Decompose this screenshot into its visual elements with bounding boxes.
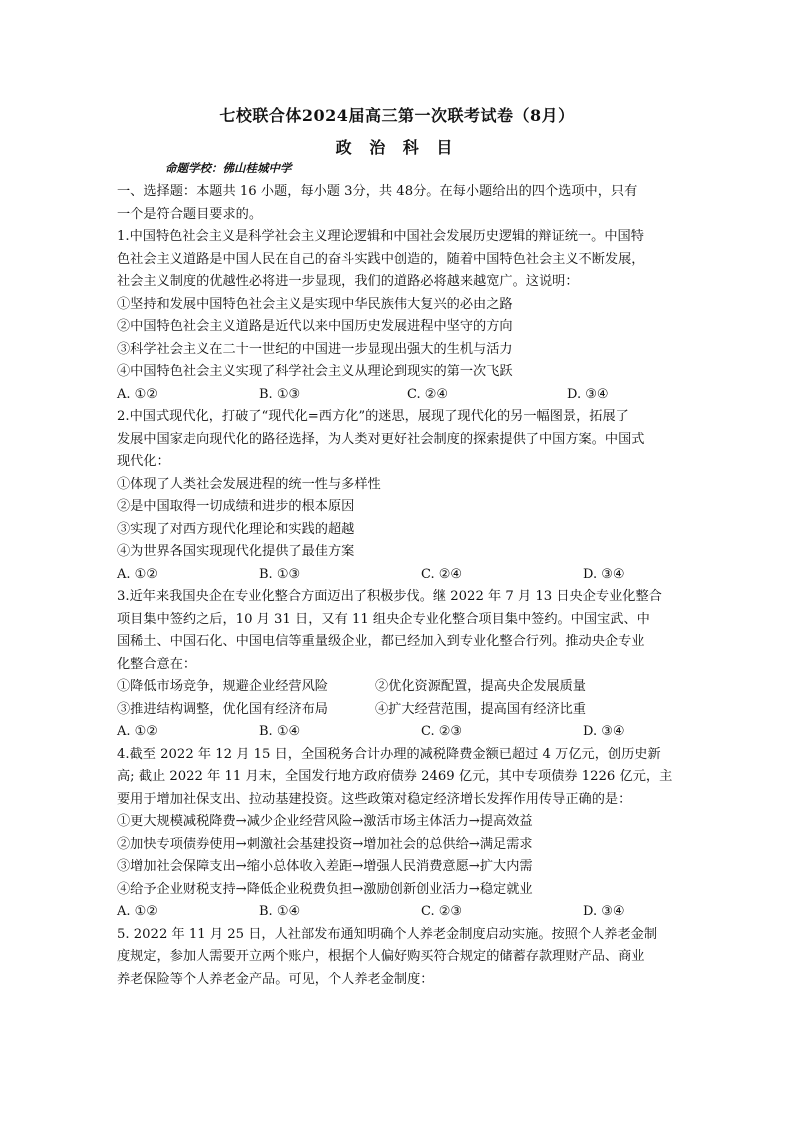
option-b: B. ①③ — [259, 386, 301, 402]
option-c: C. ②③ — [421, 724, 463, 739]
statement-row — [117, 699, 687, 722]
exam-content — [117, 181, 687, 991]
option-d: D. ③④ — [567, 386, 609, 402]
statement: ①降低市场竞争，规避企业经营风险 — [117, 679, 328, 694]
question-stem: 国稀土、中国石化、中国电信等重量级企业，都已经加入到专业化整合行列。推动央企专业 — [117, 634, 645, 649]
option-b: B. ①④ — [259, 904, 301, 919]
question-stem: 2.中国式现代化，打破了“现代化=西方化”的迷思，展现了现代化的另一幅图景，拓展了 — [117, 409, 629, 424]
option-c: C. ②④ — [407, 386, 449, 402]
question-stem: 发展中国家走向现代化的路径选择，为人类对更好社会制度的探索提供了中国方案。中国式 — [117, 431, 645, 447]
statement: ③科学社会主义在二十一世纪的中国进一步显现出强大的生机与活力 — [117, 341, 513, 357]
statement: ④给予企业财税支持→降低企业税费负担→激励创新创业活力→稳定就业 — [117, 881, 533, 897]
statement: ②加快专项债券使用→刺激社会基建投资→增加社会的总供给→满足需求 — [117, 836, 533, 852]
statement: ①体现了人类社会发展进程的统一性与多样性 — [117, 476, 381, 492]
question-4 — [117, 744, 687, 924]
question-stem: 化整合意在： — [117, 656, 197, 672]
question-stem: 色社会主义道路是中国人民在自己的奋斗实践中创造的，随着中国特色社会主义不断发展， — [117, 251, 645, 267]
question-stem: 5. 2022 年 11 月 25 日，人社部发布通知明确个人养老金制度启动实施。按照个人养老金制 — [117, 926, 658, 942]
option-a: A. ①② — [117, 566, 158, 582]
answer-options — [117, 901, 687, 924]
option-d: D. ③④ — [583, 566, 625, 582]
option-a: A. ①② — [117, 724, 158, 739]
option-d: D. ③④ — [583, 904, 625, 919]
option-c: C. ②④ — [421, 566, 463, 582]
question-stem: 3.近年来我国央企在专业化整合方面迈出了积极步伐。继 2022 年 7 月 13 日央企专业化整合 — [117, 589, 662, 604]
option-c: C. ②③ — [421, 904, 463, 919]
exam-title: 七校联合体2024届高三第一次联考试卷（8月） — [219, 106, 575, 125]
setter-school: 命题学校：佛山桂城中学 — [165, 161, 292, 175]
statement: ③推进结构调整，优化国有经济布局 — [117, 701, 328, 717]
option-b: B. ①③ — [259, 566, 301, 582]
statement: ①坚持和发展中国特色社会主义是实现中华民族伟大复兴的必由之路 — [117, 296, 513, 312]
statement: ③增加社会保障支出→缩小总体收入差距→增强人民消费意愿→扩大内需 — [117, 859, 533, 874]
question-stem: 1.中国特色社会主义是科学社会主义理论逻辑和中国社会发展历史逻辑的辩证统一。中国特 — [117, 229, 644, 244]
section-instruction: 一、选择题：本题共 16 小题，每小题 3分，共 48分。在每小题给出的四个选项中，只有 — [117, 184, 638, 199]
answer-options — [117, 721, 687, 744]
section-instruction: 一个是符合题目要求的。 — [117, 206, 263, 222]
question-stem: 社会主义制度的优越性必将进一步显现，我们的道路必将越来越宽广。这说明： — [117, 274, 579, 289]
statement: ①更大规模减税降费→减少企业经营风险→激活市场主体活力→提高效益 — [117, 814, 533, 829]
answer-options — [117, 384, 687, 407]
statement: ②优化资源配置，提高央企发展质量 — [375, 679, 586, 694]
question-stem: 度规定，参加人需要开立两个账户，根据个人偏好购买符合规定的储蓄存款理财产品、商业 — [117, 949, 645, 964]
statement: ②是中国取得一切成绩和进步的根本原因 — [117, 499, 355, 514]
question-3 — [117, 586, 687, 744]
statement: ③实现了对西方现代化理论和实践的超越 — [117, 521, 355, 537]
exam-subject: 政 治 科 目 — [335, 138, 459, 157]
answer-options — [117, 564, 687, 587]
question-stem: 现代化： — [117, 454, 170, 469]
question-5 — [117, 924, 687, 992]
question-stem: 养老保险等个人养老金产品。可见，个人养老金制度： — [117, 971, 434, 987]
statement: ④扩大经营范围，提高国有经济比重 — [375, 701, 586, 717]
question-2 — [117, 406, 687, 586]
question-1 — [117, 226, 687, 406]
option-a: A. ①② — [117, 904, 158, 919]
statement: ④为世界各国实现现代化提供了最佳方案 — [117, 544, 355, 559]
statement: ④中国特色社会主义实现了科学社会主义从理论到现实的第一次飞跃 — [117, 364, 513, 379]
option-b: B. ①④ — [259, 724, 301, 739]
statement: ②中国特色社会主义道路是近代以来中国历史发展进程中坚守的方向 — [117, 319, 513, 334]
question-stem: 4.截至 2022 年 12 月 15 日，全国税务合计办理的减税降费金额已超过 4 万亿元，创历史新 — [117, 746, 661, 762]
option-d: D. ③④ — [583, 724, 625, 739]
option-a: A. ①② — [117, 386, 158, 402]
question-stem: 要用于增加社保支出、拉动基建投资。这些政策对稳定经济增长发挥作用传导正确的是： — [117, 791, 632, 807]
question-stem: 项目集中签约之后，10 月 31 日，又有 11 组央企专业化整合项目集中签约。中国宝武、中 — [117, 611, 650, 627]
question-stem: 高; 截止 2022 年 11 月末，全国发行地方政府债券 2469 亿元，其中专项债券 1226 亿元，主 — [117, 769, 673, 784]
statement-row — [117, 676, 687, 699]
